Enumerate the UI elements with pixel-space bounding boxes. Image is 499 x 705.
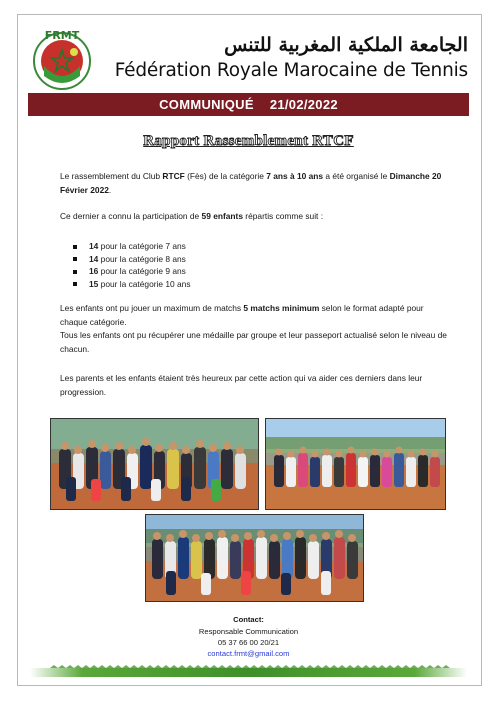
communique-banner — [28, 93, 469, 116]
arabic-title: الجامعة الملكية المغربية للتنس — [224, 34, 468, 56]
list-item: 15 pour la catégorie 10 ans — [73, 278, 191, 291]
matches-count: 5 matchs minimum — [243, 303, 320, 313]
contact-role: Responsable Communication — [198, 627, 299, 636]
paragraph-conclusion: Les parents et les enfants étaient très heureux par cette action qui va aider ces derniers dans leur progression. — [60, 373, 423, 397]
banner-label: COMMUNIQUÉ — [159, 97, 254, 112]
banner-date: 21/02/2022 — [269, 97, 338, 112]
group-photo-1 — [50, 418, 259, 510]
paragraph-matches: Les enfants ont pu jouer un maximum de matchs 5 matchs minimum selon le format adapté pour chaque catégorie. Tous les enfants ont pu récupérer une médaille par groupe et leur passeport actualisé selon le niveau de chacun. — [60, 303, 447, 354]
contact-phone: 05 37 66 00 20/21 — [217, 638, 280, 647]
frmt-logo — [30, 28, 94, 92]
event-date: Dimanche 20 Février 2022 — [60, 171, 442, 195]
list-item: 14 pour la catégorie 7 ans — [73, 240, 191, 253]
club-name: RTCF — [162, 171, 185, 181]
group-photo-3 — [145, 514, 364, 602]
list-item: 16 pour la catégorie 9 ans — [73, 265, 191, 278]
paragraph-participation: Ce dernier a connu la participation de 59 enfants répartis comme suit : — [60, 211, 324, 221]
document-title: Rapport Rassemblement RTCF — [143, 133, 354, 149]
participant-count: 59 enfants — [201, 211, 243, 221]
category-range: 7 ans à 10 ans — [266, 171, 324, 181]
logo-text: FRMT — [44, 29, 80, 42]
paragraph-intro: Le rassemblement du Club RTCF (Fès) de la catégorie 7 ans à 10 ans a été organisé le Dimanche 20 Février 2022. — [60, 171, 442, 195]
list-item: 14 pour la catégorie 8 ans — [73, 253, 191, 266]
contact-email-link[interactable]: contact.frmt@gmail.com — [207, 649, 290, 658]
group-photo-2 — [265, 418, 446, 510]
category-breakdown-list — [73, 240, 191, 290]
contact-label: Contact: — [233, 615, 264, 624]
french-title: Fédération Royale Marocaine de Tennis — [114, 60, 468, 81]
grass-footer-strip — [30, 664, 467, 676]
